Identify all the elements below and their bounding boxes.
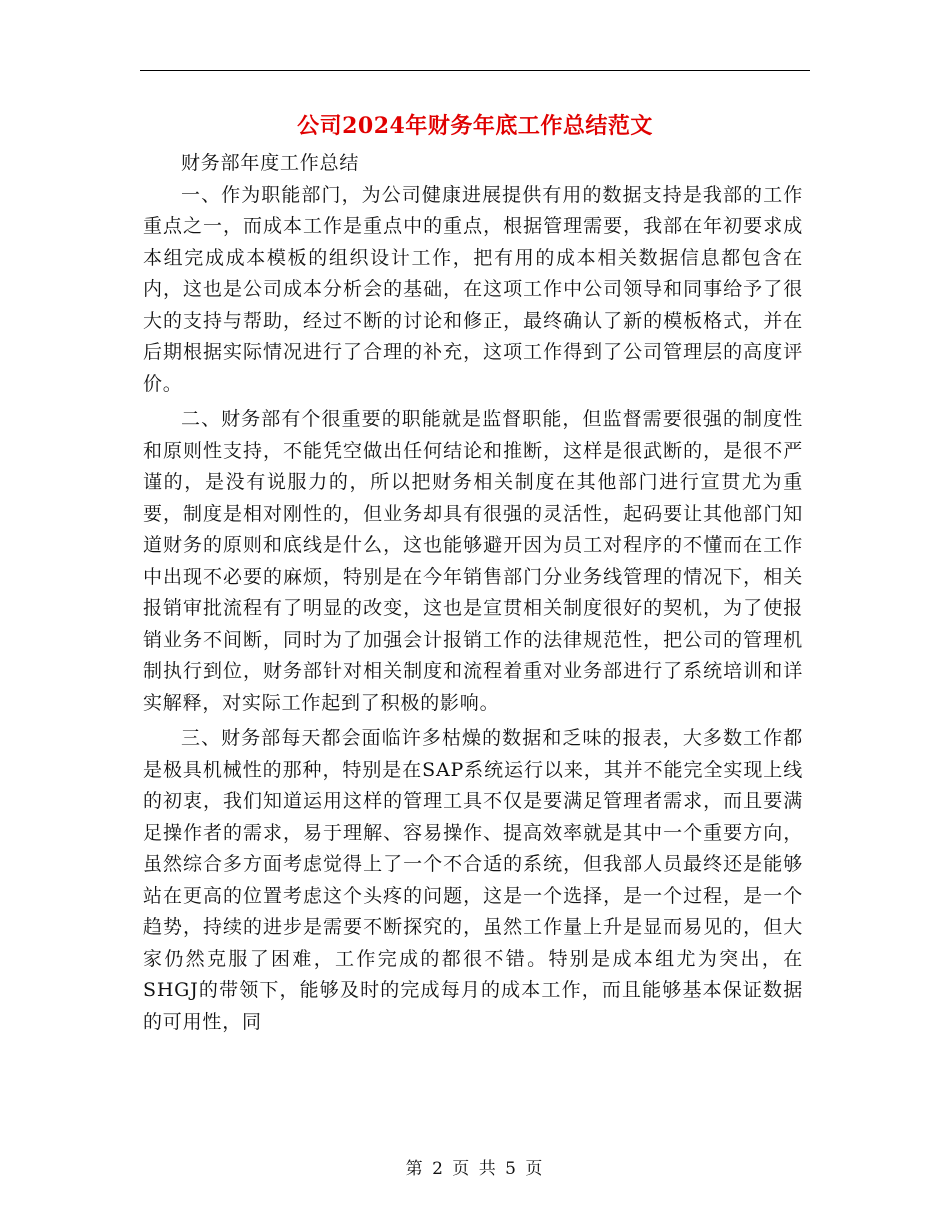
page-number-footer: 第 2 页 共 5 页 xyxy=(405,1159,545,1179)
document-title: 公司2024年财务年底工作总结范文 xyxy=(297,113,653,139)
document-body xyxy=(143,148,803,1042)
paragraph-3: 三、财务部每天都会面临许多枯燥的数据和乏味的报表，大多数工作都是极具机械性的那种，特别是在SAP系统运行以来，其并不能完全实现上线的初衷，我们知道运用这样的管理工具不仅是要满足管理者需求，而且要满足操作者的需求，易于理解、容易操作、提高效率就是其中一个重要方向，虽然综合多方面考虑觉得上了一个不合适的系统，但我部人员最终还是能够站在更高的位置考虑这个头疼的问题，这是一个选择，是一个过程，是一个趋势，持续的进步是需要不断探究的，虽然工作量上升是显而易见的，但大家仍然克服了困难，工作完成的都很不错。特别是成本组尤为突出，在SHGJ的带领下，能够及时的完成每月的成本工作，而且能够基本保证数据的可用性，同 xyxy=(143,727,803,1033)
section-subtitle: 财务部年度工作总结 xyxy=(181,152,360,174)
paragraph-1: 一、作为职能部门，为公司健康进展提供有用的数据支持是我部的工作重点之一，而成本工作是重点中的重点，根据管理需要，我部在年初要求成本组完成成本模板的组织设计工作，把有用的成本相关数据信息都包含在内，这也是公司成本分析会的基础，在这项工作中公司领导和同事给予了很大的支持与帮助，经过不断的讨论和修正，最终确认了新的模板格式，并在后期根据实际情况进行了合理的补充，这项工作得到了公司管理层的高度评价。 xyxy=(143,183,803,395)
paragraph-2: 二、财务部有个很重要的职能就是监督职能，但监督需要很强的制度性和原则性支持，不能凭空做出任何结论和推断，这样是很武断的，是很不严谨的，是没有说服力的，所以把财务相关制度在其他部门进行宣贯尤为重要，制度是相对刚性的，但业务却具有很强的灵活性，起码要让其他部门知道财务的原则和底线是什么，这也能够避开因为员工对程序的不懂而在工作中出现不必要的麻烦，特别是在今年销售部门分业务线管理的情况下，相关报销审批流程有了明显的改变，这也是宣贯相关制度很好的契机，为了使报销业务不间断，同时为了加强会计报销工作的法律规范性，把公司的管理机制执行到位，财务部针对相关制度和流程着重对业务部进行了系统培训和详实解释，对实际工作起到了积极的影响。 xyxy=(143,408,803,714)
header-rule xyxy=(140,70,810,71)
